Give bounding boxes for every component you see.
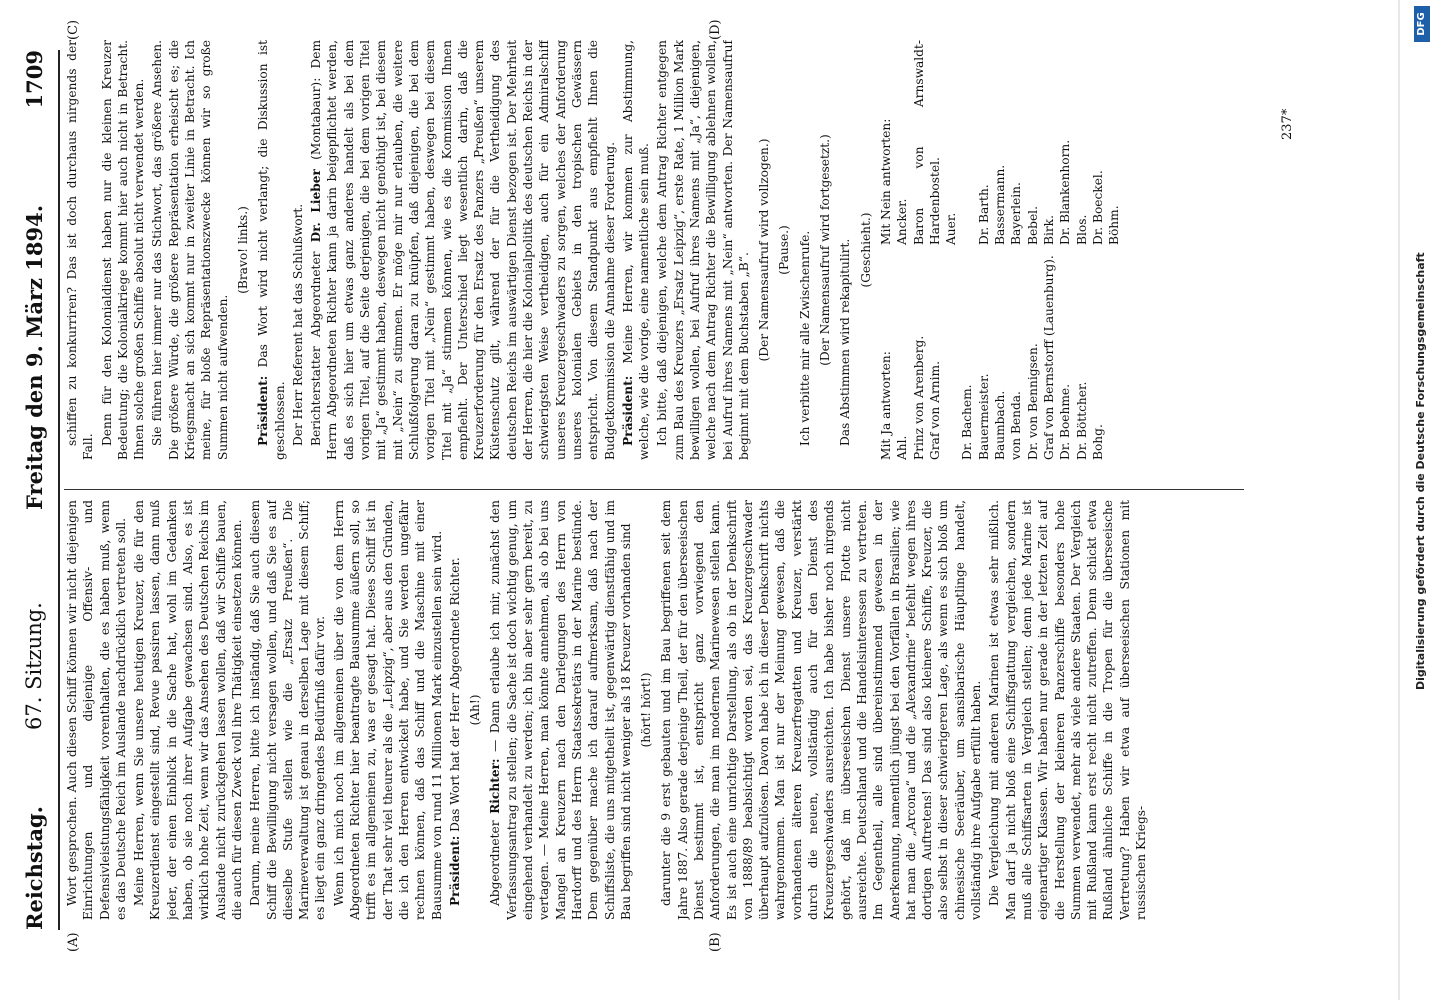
- paragraph: Ich bitte, daß diejenigen, welche dem Antrag Richter entgegen zum Bau des Kreuzers „Ersatz Leipzig“, erste Rate, 1 Million Mark bewilligen wollen, bei Aufruf ihres Namens mit „Ja“, diejenigen, welche nach dem Antrag Richter die Bewilligung ablehnen wollen, bei Aufruf ihres Namens mit „Nein“ antworten. Der Namensaufruf beginnt mit dem Buchstaben „B“.: [655, 40, 751, 460]
- paragraph: schiffen zu konkurriren? Das ist doch durchaus nirgends der Fall.: [65, 40, 96, 460]
- interjection: (Ah!): [468, 694, 483, 726]
- paragraph: Der Herr Referent hat das Schlußwort.: [290, 203, 305, 446]
- list-item: Baron von Arnswaldt-Hardenbostel.: [911, 40, 942, 245]
- no-list: [878, 40, 1122, 245]
- interjection: (Pause.): [777, 225, 792, 275]
- speaker-paragraph: [308, 40, 618, 460]
- speech-text: Das Wort hat der Herr Abgeordnete Richter.: [447, 557, 462, 832]
- list-item: Birk.: [1041, 215, 1056, 245]
- list-item: Bohg.: [1090, 424, 1105, 460]
- list-item: Dr. Boeckel.: [1090, 170, 1105, 245]
- speech-text: — Dann erlaube ich mir, zunächst den Verfassungsantrag zu stellen; die Sache ist doch wichtig genug, um eingehend verhandelt zu werden; ich bin aber sehr gern bereit, zu vertagen. — Meine Herren, man könnte annehmen, als ob bei uns Mangel an Kreuzern nach den Darlegungen des Herrn von Hardorff und des Herrn Staatssekretärs in der Marine bestünde. Dem gegenüber mache ich darauf aufmerksam, daß nach der Schiffsliste, die uns mitgetheilt ist, gegenwärtig dienstfähig und im Bau begriffen sind nicht weniger als 18 Kreuzer vorhanden sind: [488, 500, 633, 920]
- list-item: Blos.: [1074, 214, 1089, 245]
- list-item: Prinz von Arenberg.: [911, 335, 926, 460]
- interjection: (Geschieht.): [858, 212, 873, 288]
- list-item: Graf von Arnim.: [927, 361, 942, 460]
- speech-text: Das Wort wird nicht verlangt; die Diskussion ist geschlossen.: [256, 40, 287, 460]
- column-divider: [64, 489, 1244, 490]
- paragraph: Die Vergleichung mit anderen Marinen ist etwas sehr mißlich. Man darf ja nicht bloß eine Schiffsgattung vergleichen, sondern muß alle Schiffsarten in Vergleich stellen; denn jede Marine ist eigenartiger Klassen. Wir haben nur gerade in der letzten Zeit auf die Herstellung der kleineren Panzerschiffe besonders hohe Summen verwendet, mehr als viele andere Staaten. Der Vergleich mit Rußland kann erst recht nicht zutreffen. Denn schickt etwa Rußland ähnliche Schiffe in die Tropen für die überseeische Vertretung? Haben wir etwa auf überseeischen Stationen mit russischen Kriegs-: [987, 500, 1148, 920]
- no-heading: Mit Nein antworten:: [878, 118, 893, 245]
- paragraph: Meine Herren, wenn Sie unsere heutigen Kreuzer, die für den Kreuzerdienst eingestellt sind, Revue passiren lassen, dann muß jeder, der einen Einblick in die Sache hat, wohl im Gedanken haben, ob sie noch ihrer Aufgabe gewachsen sind. Also, es ist wirklich hohe Zeit, wenn wir das Ansehen des Deutschen Reichs im Auslande nicht zurückgehen lassen wollen, daß wir Schiffe bauen, die auch für diesen Zweck voll ihre Thätigkeit einsetzen können.: [132, 500, 244, 920]
- list-item: von Benda.: [1009, 391, 1024, 460]
- list-item: Bayerlein.: [1009, 182, 1024, 245]
- margin-marker-d: (D): [708, 19, 723, 40]
- speaker-label: Richter:: [488, 758, 503, 814]
- interjection: (Der Namensaufruf wird vollzogen.): [757, 138, 772, 362]
- signature-number: 237*: [1280, 108, 1295, 140]
- list-item: Dr. Bachem.: [960, 384, 975, 460]
- speaker-paragraph: [487, 500, 634, 920]
- page-number: 1709: [22, 50, 47, 109]
- header-rule: [58, 50, 60, 930]
- list-item: Auer.: [944, 212, 959, 245]
- speaker-label: Präsident:: [447, 835, 462, 906]
- dfg-sidebar: [1412, 0, 1432, 1000]
- vote-lists: [878, 40, 1122, 460]
- left-column: [64, 500, 1264, 920]
- margin-marker-b: (B): [708, 932, 723, 952]
- header-left: Reichstag.: [22, 806, 47, 930]
- list-item: [959, 40, 975, 245]
- paragraph: Sie führen hier immer nur das Stichwort, das größere Ansehen. Die größere Würde, die größere Repräsentation erheischt es; die Kriegsmacht an sich kommt nur in zweiter Linie in Betracht. Ich meine, für bloße Repräsentationszwecke können wir so große Summen nicht aufwenden.: [150, 40, 230, 460]
- list-item: Dr. Barth.: [976, 184, 991, 245]
- dfg-logo-text: DFG: [1416, 12, 1427, 36]
- list-item: Ahl.: [895, 435, 910, 460]
- speaker-label: Präsident:: [620, 375, 635, 446]
- paragraph: darunter die 9 erst gebauten und im Bau begriffenen seit dem Jahre 1887. Also gerade derjenige Theil, der für den überseeischen Dienst bestimmt ist, entspricht ganz vorwiegend den Anforderungen, die man im modernen Marinewesen stellen kann. Es ist auch eine unrichtige Darstellung, als ob in der Denkschrift von 1888/89 beabsichtigt worden sei, das Kreuzergeschwader überhaupt aufzulösen. Davon habe ich in dieser Denkschrift nichts wahrgenommen. Man ist nur der Meinung gewesen, daß die vorhandenen älteren Kreuzerfregatten und Kreuzer, verstärkt durch die neuen, vollständig auch für den Dienst des Kreuzergeschwaders ausreichten. Ich habe bisher noch nirgends gehört, daß im überseeischen Dienst unsere Flotte nicht ausreichte. Deutschland und die Handelsinteressen zu vertreten. Im Gegentheil, alle sind übereinstimmend gewesen in der Anerkennung, namentlich jüngst bei den Vorfällen in Brasilien; wie hat man die „Arcona“ und die „Alexandrine“ befehlt wegen ihres dortigen Auftretens! Das sind also kleinere Schiffe, Kreuzer, die also selbst in dieser schwierigeren Lage, als wenn es sich bloß um chinesische Seeräuber, um sansibarische Häuptlinge handelt, vollständig ihre Aufgabe erfüllt haben.: [659, 500, 984, 920]
- speech-text: Dem Herrn Abgeordneten Richter kann ja darin beigepflichtet werden, daß es sich hier um etwas ganz anderes handelt als bei dem vorigen Titel, auf die Seite derjenigen, die bei dem vorigen Titel mit „Ja“ gestimmt haben, deswegen nicht genöthigt ist, bei diesem mit „Nein“ zu stimmen. Er möge mir nur erlauben, die weitere Schlußfolgerung daran zu knüpfen, daß diejenigen, die bei dem vorigen Titel mit „Nein“ gestimmt haben, deswegen bei diesem Titel mit „Ja“ stimmen können, wie es die Kommission Ihnen empfiehlt. Der Unterschied liegt wesentlich darin, daß die Kreuzerforderung für den Ersatz des Panzers „Preußen“ unserem Küstenschutz gilt, während der für die Vertheidigung des deutschen Reichs im auswärtigen Dienst bezogen ist. Der Mehrheit der Herren, die hier die Kolonialpolitik des deutschen Reichs in der schwierigsten Weise vertheidigen, auch für ein Admiralschiff unseres Kreuzergeschwaders zu sorgen, welches der Anforderung unseres kolonialen Gebiets in den tropischen Gewässern entspricht. Von diesem Standpunkt aus empfiehlt Ihnen die Budgetkommission die Annahme dieser Forderung.: [309, 40, 617, 460]
- speaker-title: Abgeordneter: [488, 820, 503, 906]
- right-column: [64, 40, 1264, 460]
- yes-heading: Mit Ja antworten:: [878, 351, 893, 460]
- paragraph: Denn für den Kolonialdienst haben nur die kleinen Kreuzer Bedeutung; die Kolonialkriege kommt hier auch nicht in Betracht. Ihnen solche großen Schiffe absolut nicht verwendet werden.: [99, 40, 147, 460]
- paragraph: Wort gesprochen. Auch diesen Schiff können wir nicht diejenigen Einrichtungen und diejenige Offensiv- und Defensivleistungsfähigkeit vorenthalten, die es haben muß, wenn es das Deutsche Reich im Auslande nachdrücklich vertreten soll.: [65, 500, 128, 920]
- scan-edge: [1398, 0, 1400, 1000]
- list-item: Böhm.: [1107, 205, 1122, 245]
- list-item: [943, 255, 959, 460]
- header-session: 67. Sitzung.: [22, 602, 46, 730]
- list-item: Dr. von Bennigsen.: [1025, 343, 1040, 460]
- list-item: Dr. Böttcher.: [1074, 381, 1089, 460]
- speaker-label: Präsident:: [256, 375, 271, 446]
- list-item: Graf von Bernstorff (Lauenburg).: [1041, 255, 1056, 460]
- list-item: Dr. Boehme.: [1058, 383, 1073, 460]
- list-item: Bassermann.: [993, 164, 1008, 245]
- speaker-title: Berichterstatter Abgeordneter: [309, 251, 324, 446]
- speech-text: Meine Herren, wir kommen zur Abstimmung, welche, wie die vorige, eine namentliche sein muß.: [620, 40, 652, 460]
- paragraph: Darum, meine Herren, bitte ich inständig, daß Sie auch diesem Schiff die Bewilligung nicht versagen wollen, und daß Sie es auf dieselbe Stufe stellen wie die „Ersatz Preußen“. Die Marineverwaltung ist genau in derselben Lage mit diesem Schiff; es liegt ein ganz dringendes Bedürfniß dafür vor.: [248, 500, 328, 920]
- yes-list: [878, 255, 1122, 460]
- list-item: Ancker.: [895, 198, 910, 245]
- dfg-credit: Digitalisierung gefördert durch die Deutsche Forschungsgemeinschaft: [1414, 252, 1427, 690]
- page-header: [8, 50, 56, 930]
- speaker-paragraph: [447, 500, 463, 920]
- list-item: Bauermeister.: [976, 373, 991, 460]
- interjection: (Bravo! links.): [235, 206, 250, 294]
- speaker-label: Dr. Lieber: [309, 169, 324, 243]
- interjection: (Der Namensaufruf wird fortgesetzt.): [818, 134, 833, 366]
- paragraph: Wenn ich mich noch im allgemeinen über die von dem Herrn Abgeordneten Richter hier beantragte Bausumme äußern soll, so trifft es im allgemeinen zu, was er gesagt hat. Dieses Schiff ist in der That sehr viel theurer als die „Leipzig“, aber aus den Gründen, die ich den Herren entwickelt habe, und Sie werden ungefähr rechnen können, daß das Schiff und die Maschine mit einer Bausumme von rund 11 Millionen Mark einzustellen sein wird.: [331, 500, 444, 920]
- interjection: (hört! hört!): [639, 672, 654, 748]
- dfg-logo: [1414, 6, 1430, 42]
- paragraph: Ich verbitte mir alle Zwischenrufe.: [797, 230, 812, 446]
- speaker-paragraph: [620, 40, 653, 460]
- list-item: Dr. Blankenhorn.: [1058, 139, 1073, 245]
- speaker-place: (Montabaur):: [309, 77, 324, 160]
- list-item: Baumbach.: [993, 390, 1008, 460]
- header-date: Freitag den 9. März 1894.: [22, 204, 47, 510]
- paragraph: Das Abstimmen wird rekapitulirt.: [838, 238, 853, 446]
- speaker-paragraph: [255, 40, 288, 460]
- margin-marker-c: (C): [66, 19, 81, 40]
- list-item: Bebel.: [1025, 206, 1040, 245]
- margin-marker-a: (A): [66, 932, 81, 952]
